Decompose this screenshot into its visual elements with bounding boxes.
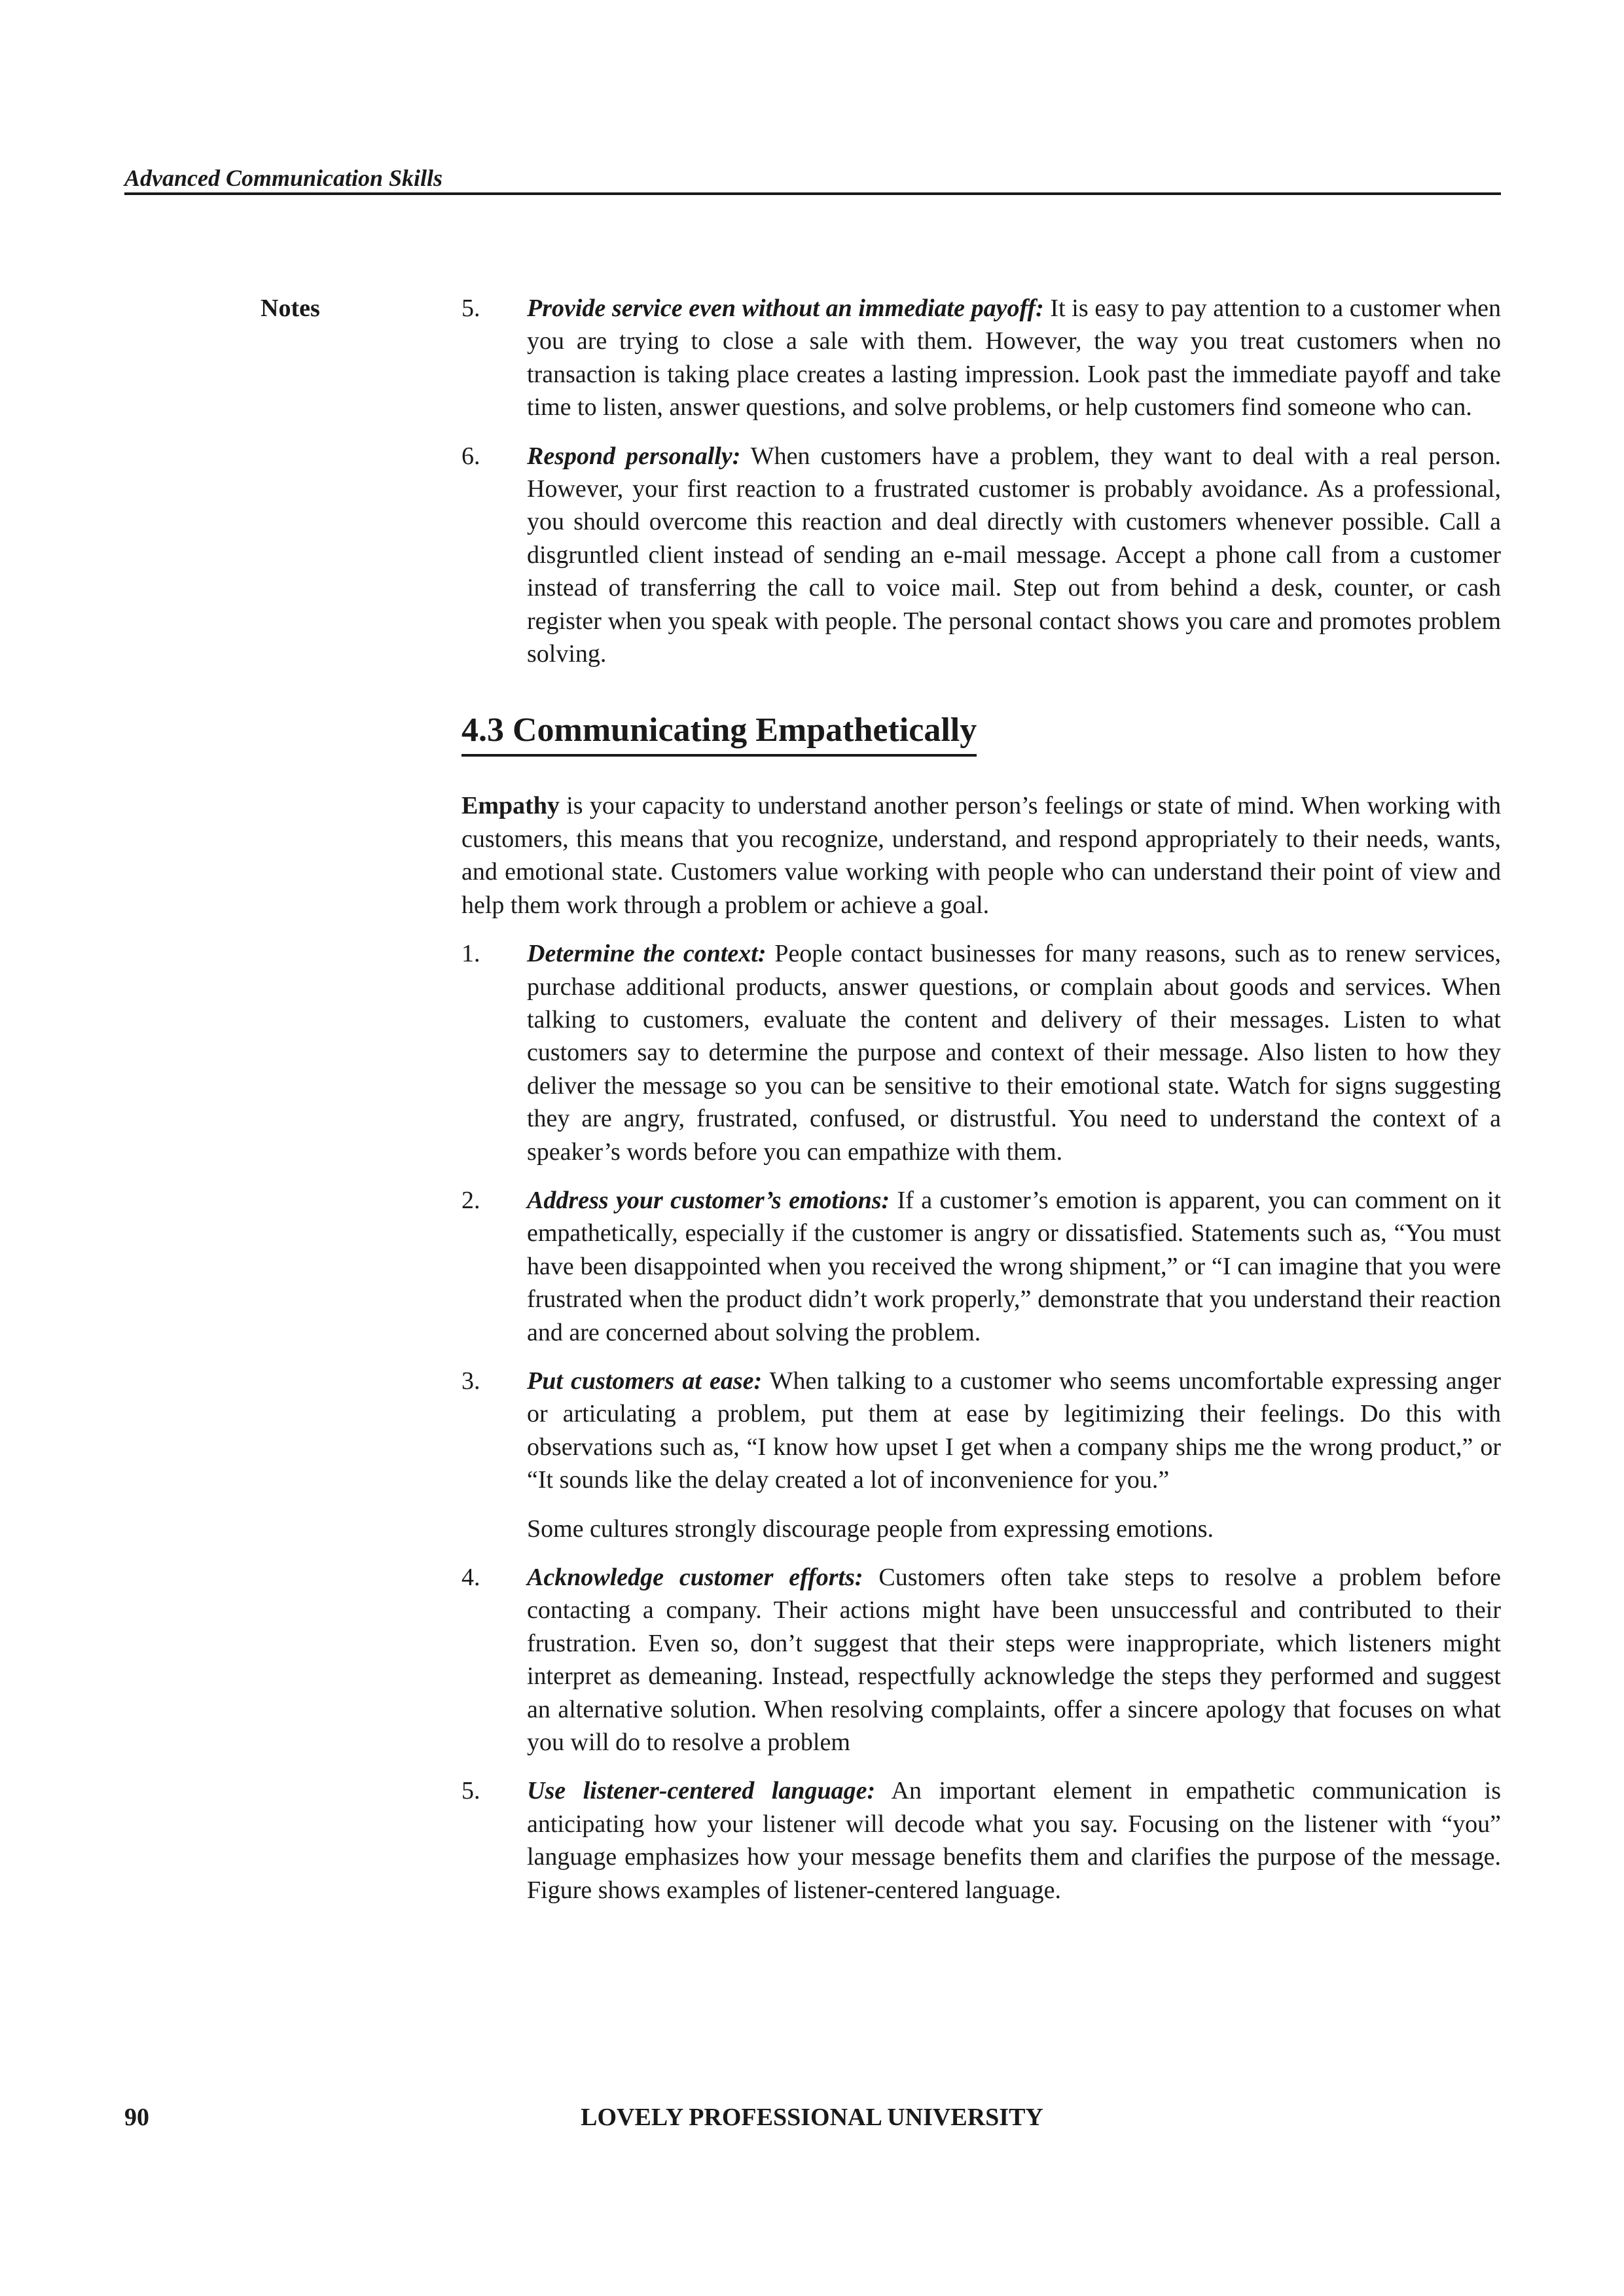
list-item-text: When talking to a customer who seems uncomfortable expressing anger or articulating a problem, put them at ease by legitimizing their feelings. Do this with observations such as, “I know how upset I get when a company ships me the wrong product,” or “It sounds like the delay created a lot of inconvenience for you.”: [527, 1367, 1501, 1494]
list-item-text: People contact businesses for many reasons, such as to renew services, purchase additional products, answer questions, or complain about goods and services. When talking to customers, evaluate the content and delivery of their messages. Listen to what customers say to determine the purpose and context of their message. Also listen to how they deliver the message so you can be sensitive to their emotional state. Watch for signs suggesting they are angry, frustrated, confused, or distrustful. You need to understand the context of a speaker’s words before you can empathize with them.: [527, 940, 1501, 1166]
list-item: [461, 937, 1501, 1168]
list-note-paragraph: Some cultures strongly discourage people from expressing emotions.: [527, 1515, 1214, 1543]
list-item-text: It is easy to pay attention to a customer when you are trying to close a sale with them. However, the way you treat customers when no transaction is taking place creates a lasting impression. Look past the immediate payoff and take time to listen, answer questions, and solve problems, or help customers find someone who can.: [527, 295, 1501, 422]
list-item-lead: Provide service even without an immediate payoff:: [527, 295, 1044, 322]
list-item: [461, 1561, 1501, 1759]
list-item-lead: Respond personally:: [527, 442, 741, 470]
list-number: 2.: [461, 1186, 480, 1214]
footer-university: LOVELY PROFESSIONAL UNIVERSITY: [581, 2104, 1043, 2131]
list-item-lead: Put customers at ease:: [527, 1367, 763, 1395]
list-number: 1.: [461, 940, 480, 968]
list-number: 6.: [461, 442, 480, 470]
list-item-lead: Determine the context:: [527, 940, 767, 968]
list-item: [461, 440, 1501, 671]
list-item-text: An important element in empathetic communication is anticipating how your listener will decode what you say. Focusing on the listener with “you” language emphasizes how your message benefits them and clarifies the purpose of the message. Figure shows examples of listener-centered language.: [527, 1777, 1501, 1904]
list-item-lead: Address your customer’s emotions:: [527, 1186, 890, 1214]
page-number: 90: [124, 2104, 149, 2131]
section-heading: 4.3 Communicating Empathetically: [461, 709, 977, 757]
list-number: 4.: [461, 1564, 480, 1591]
running-head-title: Advanced Communication Skills: [124, 165, 443, 191]
list-item: [461, 1774, 1501, 1907]
list-item: [461, 1184, 1501, 1349]
notes-margin-label: Notes: [261, 295, 320, 322]
list-item-text: If a customer’s emotion is apparent, you can comment on it empathetically, especially if the customer is angry or dissatisfied. Statements such as, “You must have been disappointed when you received the wrong shipment,” or “I can imagine that you were frustrated when the product didn’t work properly,” demonstrate that you understand their reaction and are concerned about solving the problem.: [527, 1186, 1501, 1346]
list-item-lead: Acknowledge customer efforts:: [527, 1564, 863, 1591]
section-intro-paragraph: [461, 789, 1501, 922]
list-item-text: When customers have a problem, they want to deal with a real person. However, your first reaction to a frustrated customer is probably avoidance. As a professional, you should overcome this reaction and deal directly with customers whenever possible. Call a disgruntled client instead of sending an e-mail message. Accept a phone call from a customer instead of transferring the call to voice mail. Step out from behind a desk, counter, or cash register when you speak with people. The personal contact shows you care and promotes problem solving.: [527, 442, 1501, 668]
list-item-lead: Use listener-centered language:: [527, 1777, 876, 1805]
list-item-text: Customers often take steps to resolve a problem before contacting a company. Their actions might have been unsuccessful and contributed to their frustration. Even so, don’t suggest that their steps were inappropriate, which listeners might interpret as demeaning. Instead, respectfully acknowledge the steps they performed and suggest an alternative solution. When resolving complaints, offer a sincere apology that focuses on what you will do to resolve a problem: [527, 1564, 1501, 1757]
main-content: [461, 292, 1501, 1922]
list-number: 3.: [461, 1367, 480, 1395]
intro-term: Empathy: [461, 792, 560, 820]
list-item: [461, 1365, 1501, 1497]
list-number: 5.: [461, 1777, 480, 1805]
list-number: 5.: [461, 295, 480, 322]
intro-text: is your capacity to understand another person’s feelings or state of mind. When working with customers, this means that you recognize, understand, and respond appropriately to their needs, wants, and emotional state. Customers value working with people who can understand their point of view and help them work through a problem or achieve a goal.: [461, 792, 1501, 919]
header-rule: [124, 192, 1501, 195]
list-item: [461, 292, 1501, 424]
